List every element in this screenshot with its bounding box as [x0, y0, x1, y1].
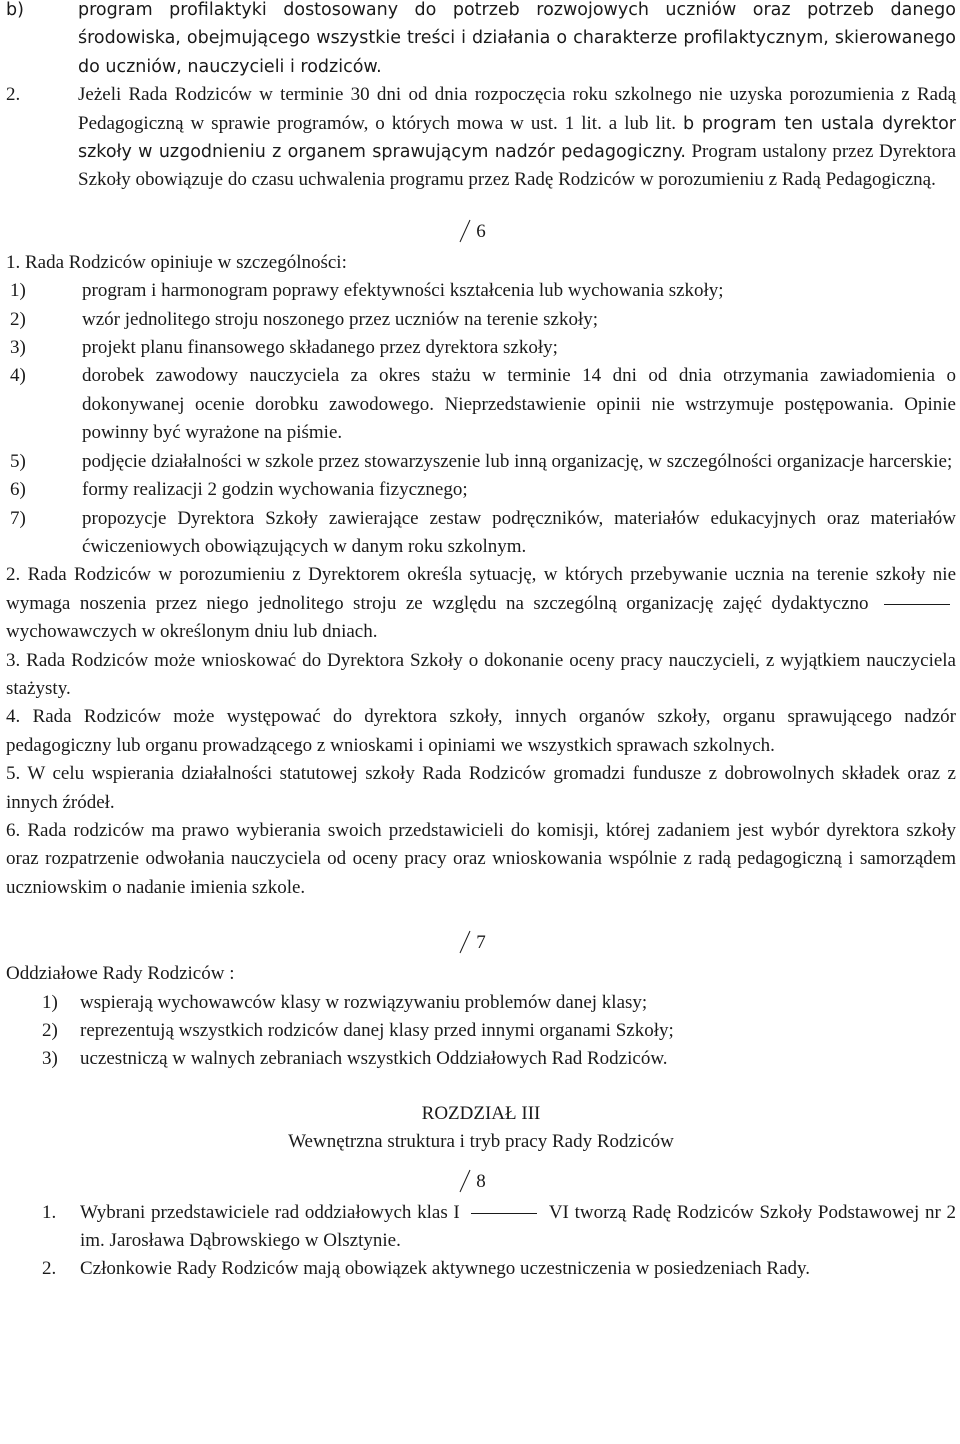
item-number: 2.	[42, 1258, 57, 1280]
section6-paragraph-3: 3. Rada Rodziców może wnioskować do Dyrektora Szkoły o dokonanie oceny pracy nauczycieli, z wyjątkiem nauczyciela stażysty.	[6, 649, 956, 699]
item-text	[78, 81, 956, 195]
item-text: wzór jednolitego stroju noszonego przez uczniów na terenie szkoły;	[82, 308, 598, 330]
list-item	[10, 306, 956, 334]
list-item	[42, 1017, 956, 1045]
item-text: wspierają wychowawców klasy w rozwiązywaniu problemów danej klasy;	[80, 991, 648, 1013]
section7-intro: Oddziałowe Rady Rodziców :	[6, 963, 235, 985]
text-before-dash: Wybrani przedstawiciele rad oddziałowych klas I	[80, 1201, 460, 1223]
item-text: propozycje Dyrektora Szkoły zawierające zestaw podręczników, materiałów edukacyjnych oraz materiałów ćwiczeniowych obowiązujących w danym roku szkolnym.	[82, 507, 956, 557]
item-number: 4)	[10, 365, 26, 387]
item-text: projekt planu finansowego składanego przez dyrektora szkoły;	[82, 337, 558, 359]
list-item	[10, 362, 956, 447]
text-after-dash: VI tworzą Radę Rodziców Szkoły Podstawowej nr 2 im. Jarosława Dąbrowskiego w Olsztynie.	[80, 1201, 956, 1252]
item-text: program profilaktyki dostosowany do potrzeb rozwojowych uczniów oraz potrzeb danego środowiska, obejmującego wszystkie treści i działania o charakterze profilaktycznym, skierowanego do uczniów, nauczycieli i rodziców.	[78, 0, 956, 77]
section6-paragraph-6: 6. Rada rodziców ma prawo wybierania swoich przedstawicieli do komisji, której zadaniem jest wybór dyrektora szkoły oraz rozpatrzenie odwołania nauczyciela od oceny pracy oraz wnioskowania wspólnie z radą pedagogiczną i samorządem uczniowskim o nadanie imienia szkole.	[6, 819, 956, 898]
list-item	[10, 277, 956, 305]
section8-list	[6, 1199, 956, 1284]
item-number: b)	[6, 0, 24, 20]
section6-paragraph-5: 5. W celu wspierania działalności statutowej szkoły Rada Rodziców gromadzi fundusze z dobrowolnych składek oraz z innych źródeł.	[6, 763, 956, 813]
paragraph-2-initial	[6, 81, 956, 195]
list-item	[42, 1045, 956, 1073]
section7-list	[6, 989, 956, 1074]
chapter-subtitle: Wewnętrzna struktura i tryb pracy Rady Rodziców	[288, 1131, 674, 1153]
list-item	[10, 505, 956, 562]
list-item	[42, 1199, 956, 1256]
item-text: uczestniczą w walnych zebraniach wszystkich Oddziałowych Rad Rodziców.	[80, 1048, 668, 1070]
item-number: 2)	[42, 1020, 58, 1041]
text-part-b: b program ten ustala dyrektor szkoły w uzgodnieniu z organem sprawującym nadzór pedagogiczny.	[78, 113, 956, 163]
list-item	[42, 1255, 956, 1283]
item-text: formy realizacji 2 godzin wychowania fizycznego;	[82, 479, 468, 501]
list-item	[10, 448, 956, 476]
list-item	[42, 989, 956, 1017]
em-dash-line	[884, 604, 950, 605]
text-part-c: Program ustalony przez Dyrektora Szkoły obowiązuje do czasu uchwalenia programu przez Radę Rodziców w porozumieniu z Radą Pedagogiczną.	[78, 141, 957, 191]
section-heading-6	[6, 215, 956, 249]
section-number: 8	[476, 1170, 486, 1192]
text-after-dash: wychowawczych w określonym dniu lub dniach.	[6, 621, 378, 643]
section-heading-8	[6, 1165, 956, 1199]
section-sign-icon	[458, 219, 472, 243]
section6-intro: 1. Rada Rodziców opiniuje w szczególności:	[6, 251, 347, 273]
item-number: 1)	[42, 991, 58, 1013]
section6-paragraph-2	[6, 561, 956, 646]
item-number: 2)	[10, 308, 26, 330]
item-text: reprezentują wszystkich rodziców danej klasy przed innymi organami Szkoły;	[80, 1020, 674, 1041]
text-part-a: Jeżeli Rada Rodziców w terminie 30 dni od dnia rozpoczęcia roku szkolnego nie uzyska porozumienia z Radą Pedagogiczną w sprawie programów, o których mowa w ust. 1 lit. a lub lit.	[78, 84, 956, 134]
chapter-title: ROZDZIAŁ III	[421, 1102, 541, 1124]
section6-list	[6, 277, 956, 561]
section-sign-icon	[458, 930, 472, 954]
item-text: dorobek zawodowy nauczyciela za okres stażu w terminie 14 dni od dnia otrzymania zawiadomienia o dokonywanej ocenie dorobku zawodowego. Nieprzedstawienie opinii nie wstrzymuje postępowania. Opinie powinny być wyrażone na piśmie.	[82, 365, 956, 444]
item-text: podjęcie działalności w szkole przez stowarzyszenie lub inną organizację, w szczególności organizacje harcerskie;	[82, 450, 953, 472]
item-text: Członkowie Rady Rodziców mają obowiązek aktywnego uczestniczenia w posiedzeniach Rady.	[80, 1258, 811, 1280]
section-number: 7	[476, 932, 486, 954]
item-number: 6)	[10, 479, 26, 501]
section-sign-icon	[458, 1169, 472, 1193]
item-number: 7)	[10, 507, 26, 529]
section6-paragraph-4: 4. Rada Rodziców może występować do dyrektora szkoły, innych organów szkoły, organu sprawującego nadzór pedagogiczny lub organu prowadzącego z wnioskami i opiniami we wszystkich sprawach szkolnych.	[6, 706, 956, 756]
em-dash-line	[471, 1213, 537, 1214]
item-text: program i harmonogram poprawy efektywności kształcenia lub wychowania szkoły;	[82, 280, 724, 302]
section-number: 6	[476, 220, 486, 242]
item-number: 3)	[42, 1048, 58, 1070]
item-text	[80, 1199, 956, 1256]
list-item-b	[6, 0, 956, 81]
item-number: 5)	[10, 450, 26, 472]
item-number: 1.	[42, 1201, 57, 1223]
item-number: 3)	[10, 337, 26, 359]
section-heading-7	[6, 926, 956, 960]
document-page	[6, 0, 956, 1284]
text-before-dash: 2. Rada Rodziców w porozumieniu z Dyrektorem określa sytuację, w których przebywanie ucznia na terenie szkoły nie wymaga noszenia przez niego jednolitego stroju ze względu na szczególną organizację zajęć dydaktyczno	[6, 564, 956, 614]
item-number: 1)	[10, 280, 26, 302]
item-number: 2.	[6, 84, 21, 106]
list-item	[10, 476, 956, 504]
list-item	[10, 334, 956, 362]
